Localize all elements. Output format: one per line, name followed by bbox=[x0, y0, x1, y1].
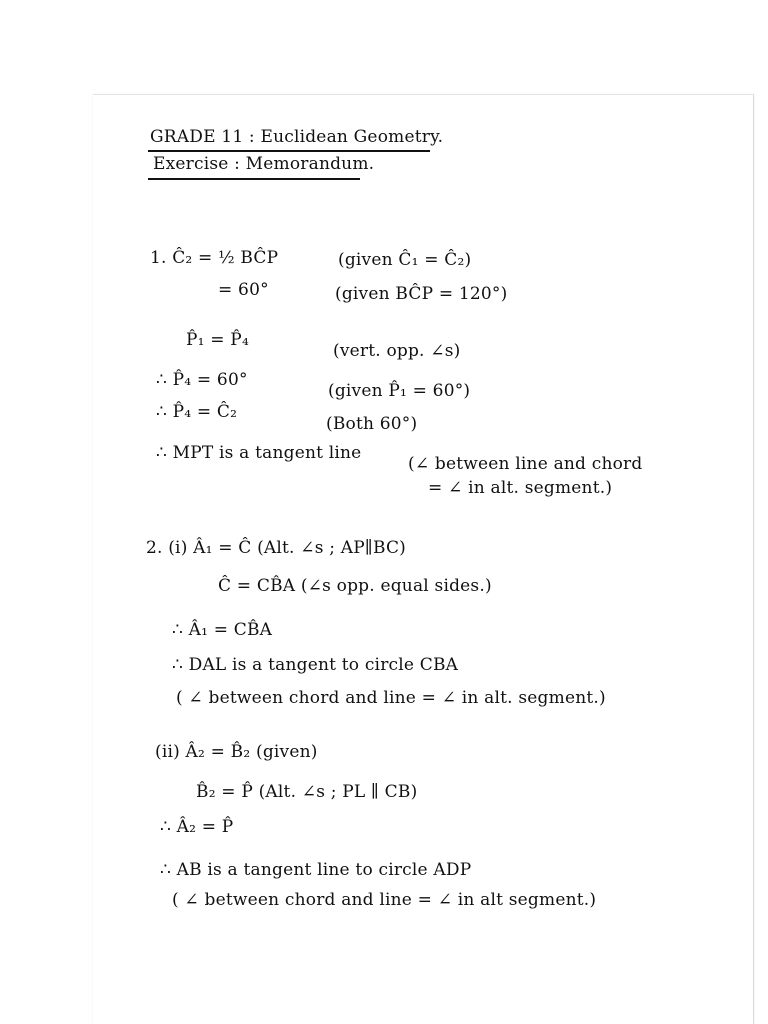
q2ii-line3: ∴ Â₂ = P̂ bbox=[160, 817, 234, 837]
q1-line3-reason: (vert. opp. ∠s) bbox=[333, 341, 461, 361]
title-underline bbox=[148, 150, 430, 152]
q1-line4-reason: (given P̂₁ = 60°) bbox=[328, 381, 471, 401]
q2i-line4: ∴ DAL is a tangent to circle CBA bbox=[172, 655, 459, 675]
subtitle-underline bbox=[148, 178, 360, 180]
page-subtitle: Exercise : Memorandum. bbox=[153, 154, 375, 174]
q2i-line1: 2. (i) Â₁ = Ĉ (Alt. ∠s ; AP∥BC) bbox=[146, 538, 406, 558]
q1-line5-reason: (Both 60°) bbox=[326, 414, 418, 434]
q1-line6-statement: ∴ MPT is a tangent line bbox=[156, 443, 362, 463]
q1-line1-reason: (given Ĉ₁ = Ĉ₂) bbox=[338, 250, 472, 270]
page-title: GRADE 11 : Euclidean Geometry. bbox=[150, 127, 444, 147]
q1-line1-statement: 1. Ĉ₂ = ½ BĈP bbox=[150, 248, 279, 268]
q2i-line2: Ĉ = CB̂A (∠s opp. equal sides.) bbox=[218, 576, 492, 596]
memo-page bbox=[93, 94, 754, 1024]
q1-line4-statement: ∴ P̂₄ = 60° bbox=[156, 370, 248, 390]
q2i-line5: ( ∠ between chord and line = ∠ in alt. segment.) bbox=[176, 688, 606, 708]
q1-line3-statement: P̂₁ = P̂₄ bbox=[186, 330, 249, 350]
q2ii-line5: ( ∠ between chord and line = ∠ in alt segment.) bbox=[172, 890, 597, 910]
q1-line5-statement: ∴ P̂₄ = Ĉ₂ bbox=[156, 402, 238, 422]
q1-line2-statement: = 60° bbox=[218, 280, 269, 300]
q2ii-line1: (ii) Â₂ = B̂₂ (given) bbox=[155, 742, 318, 762]
q2ii-line4: ∴ AB is a tangent line to circle ADP bbox=[160, 860, 472, 880]
q1-line2-reason: (given BĈP = 120°) bbox=[335, 284, 508, 304]
q2i-line3: ∴ Â₁ = CB̂A bbox=[172, 620, 273, 640]
q1-line7-reason: = ∠ in alt. segment.) bbox=[428, 478, 613, 498]
q1-line6-reason: (∠ between line and chord bbox=[408, 454, 643, 474]
q2ii-line2: B̂₂ = P̂ (Alt. ∠s ; PL ∥ CB) bbox=[196, 782, 418, 802]
